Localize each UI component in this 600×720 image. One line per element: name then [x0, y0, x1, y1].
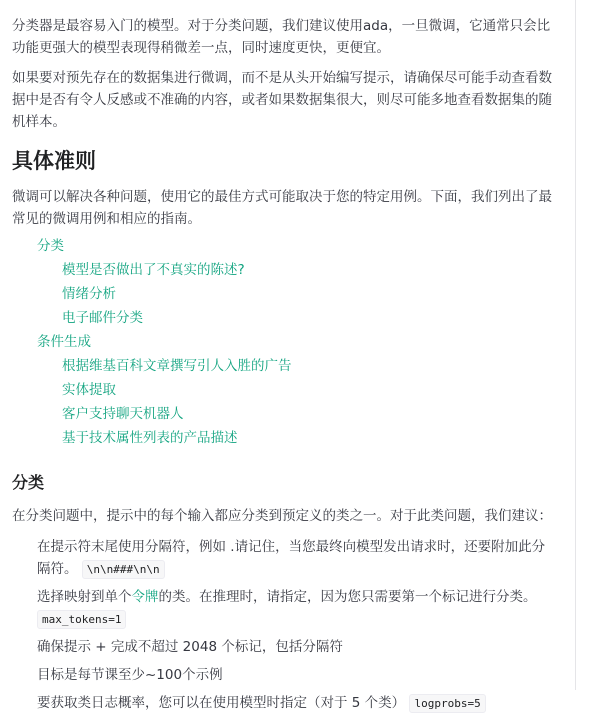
recommendation-token-limit: 确保提示 + 完成不超过 2048 个标记，包括分隔符 [37, 639, 343, 655]
toc-item-email-classification[interactable] [37, 306, 292, 330]
content-right-border [575, 0, 576, 690]
recommendation-examples: 目标是每节课至少~100个示例 [37, 667, 223, 683]
toc-link[interactable]: 客户支持聊天机器人 [62, 406, 184, 422]
toc-link[interactable]: 根据维基百科文章撰写引人入胜的广告 [62, 358, 292, 374]
recommendation-text: 选择映射到单个 [37, 589, 132, 605]
toc-item-wikipedia-ads[interactable] [37, 354, 292, 378]
toc-item-sentiment[interactable] [37, 282, 292, 306]
recommendation-text: 在提示符末尾使用分隔符，例如 .请记住，当您最终向模型发出请求时，还要附加此分隔符。 [37, 539, 546, 577]
toc-link[interactable]: 模型是否做出了不真实的陈述? [62, 262, 245, 278]
toc-item-support-chatbot[interactable] [37, 402, 292, 426]
code-logprobs: logprobs=5 [409, 694, 485, 713]
tokens-link[interactable]: 令牌 [131, 589, 159, 605]
recommendation-separator [37, 536, 557, 580]
toc-item-classification[interactable] [37, 234, 292, 258]
section-heading-classification: 分类 [12, 473, 45, 492]
toc-link[interactable]: 条件生成 [37, 334, 91, 350]
recommendation-text: 的类。在推理时，请指定，因为您只需要第一个标记进行分类。 [158, 589, 537, 605]
recommendation-single-token [37, 586, 557, 630]
toc-item-truthfulness[interactable] [37, 258, 292, 282]
intro-paragraph-classifiers: 分类器是最容易入门的模型。对于分类问题，我们建议使用ada，一旦微调，它通常只会比功能更强大的模型表现得稍微差一点，同时速度更快，更便宜。 [12, 18, 551, 56]
toc-link[interactable]: 基于技术属性列表的产品描述 [62, 430, 238, 446]
intro-paragraph-dataset-review: 如果要对预先存在的数据集进行微调，而不是从头开始编写提示，请确保尽可能手动查看数据中是否有令人反感或不准确的内容，或者如果数据集很大，则尽可能多地查看数据集的随机样本。 [12, 70, 552, 130]
code-separator: \n\n###\n\n [82, 560, 165, 579]
toc-link[interactable]: 电子邮件分类 [62, 310, 143, 326]
guidelines-description: 微调可以解决各种问题，使用它的最佳方式可能取决于您的特定用例。下面，我们列出了最常见的微调用例和相应的指南。 [12, 189, 552, 227]
toc-link[interactable]: 情绪分析 [62, 286, 116, 302]
toc-item-entity-extraction[interactable] [37, 378, 292, 402]
section-heading-guidelines: 具体准则 [12, 149, 96, 173]
recommendation-text: 要获取类日志概率，您可以在使用模型时指定（对于 5 个类） [37, 695, 406, 711]
toc-item-conditional-generation[interactable] [37, 330, 292, 354]
code-max-tokens: max_tokens=1 [37, 610, 126, 629]
toc-link[interactable]: 分类 [37, 238, 64, 254]
classification-recommendations [37, 536, 557, 720]
recommendation-logprobs [37, 692, 557, 714]
table-of-contents [37, 234, 292, 450]
toc-item-product-descriptions[interactable] [37, 426, 292, 450]
classification-description: 在分类问题中，提示中的每个输入都应分类到预定义的类之一。对于此类问题，我们建议： [12, 508, 552, 524]
toc-link[interactable]: 实体提取 [62, 382, 116, 398]
